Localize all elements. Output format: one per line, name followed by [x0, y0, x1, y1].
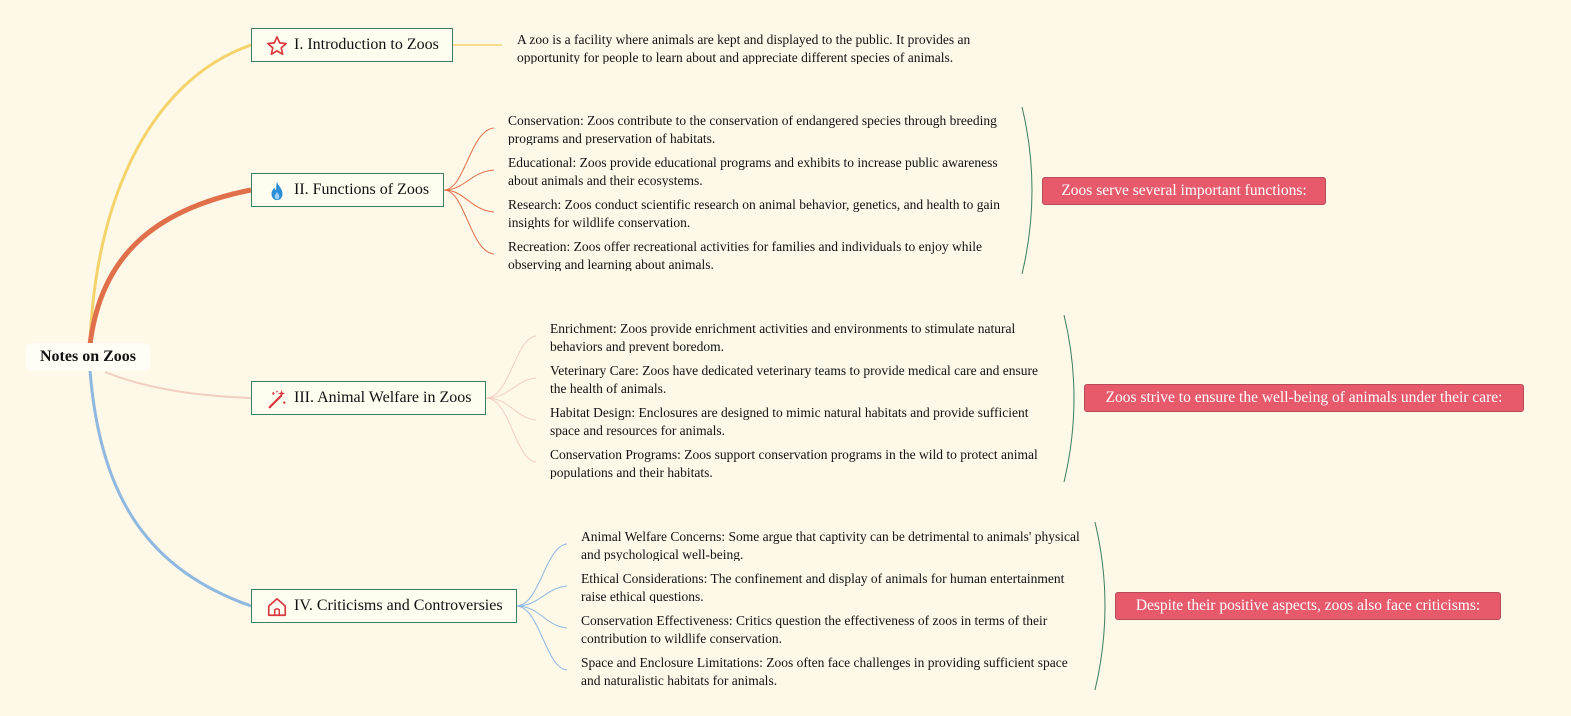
connectors-branch-2-notes	[444, 128, 494, 254]
star-icon	[266, 35, 288, 57]
topic-label: I. Introduction to Zoos	[294, 36, 439, 53]
magic-wand-icon	[266, 388, 288, 410]
summary-animal-welfare[interactable]: Zoos strive to ensure the well-being of animals under their care:	[1084, 384, 1524, 412]
note-veterinary-care[interactable]: Veterinary Care: Zoos have dedicated veterinary teams to provide medical care and ensure the health of animals.	[550, 363, 1039, 395]
note-intro[interactable]: A zoo is a facility where animals are kept and displayed to the public. It provides an opportunity for people to learn about and appreciate different species of animals.	[517, 32, 971, 64]
note-research[interactable]: Research: Zoos conduct scientific research on animal behavior, genetics, and health to gain insights for wildlife conservation.	[508, 197, 1001, 229]
note-recreation[interactable]: Recreation: Zoos offer recreational activities for families and individuals to enjoy while observing and learning about animals.	[508, 239, 982, 271]
topic-functions[interactable]	[251, 173, 444, 207]
house-icon	[266, 596, 288, 618]
note-animal-welfare-concerns[interactable]: Animal Welfare Concerns: Some argue that captivity can be detrimental to animals' physical and psychological well-being.	[581, 529, 1080, 561]
topic-label: II. Functions of Zoos	[294, 181, 430, 198]
topic-introduction[interactable]	[251, 28, 453, 62]
summary-bracket-4	[1095, 522, 1105, 690]
topic-label: III. Animal Welfare in Zoos	[294, 389, 472, 406]
connectors-branch-4-notes	[516, 544, 567, 670]
topic-animal-welfare[interactable]	[251, 381, 486, 415]
note-space-limitations[interactable]: Space and Enclosure Limitations: Zoos often face challenges in providing sufficient space and naturalistic habitats for animals.	[581, 655, 1068, 687]
summary-bracket-2	[1022, 107, 1032, 274]
note-ethical-considerations[interactable]: Ethical Considerations: The confinement and display of animals for human entertainment raise ethical questions.	[581, 571, 1065, 603]
note-conservation-effectiveness[interactable]: Conservation Effectiveness: Critics question the effectiveness of zoos in terms of their contribution to wildlife conservation.	[581, 613, 1048, 645]
note-conservation[interactable]: Conservation: Zoos contribute to the conservation of endangered species through breeding programs and preservation of habitats.	[508, 113, 997, 145]
fire-icon	[266, 180, 288, 202]
summary-criticisms[interactable]: Despite their positive aspects, zoos also face criticisms:	[1115, 592, 1501, 620]
summary-bracket-3	[1064, 315, 1074, 482]
root-topic[interactable]: Notes on Zoos	[26, 343, 150, 371]
summary-functions[interactable]: Zoos serve several important functions:	[1042, 177, 1326, 205]
note-enrichment[interactable]: Enrichment: Zoos provide enrichment activities and environments to stimulate natural behaviors and prevent boredom.	[550, 321, 1016, 353]
connectors-branch-3-notes	[486, 336, 536, 462]
note-educational[interactable]: Educational: Zoos provide educational programs and exhibits to increase public awareness about animals and their ecosystems.	[508, 155, 998, 187]
connector-branch-3	[105, 372, 251, 398]
topic-label: IV. Criticisms and Controversies	[294, 597, 503, 614]
connector-branch-4	[90, 370, 251, 606]
note-conservation-programs[interactable]: Conservation Programs: Zoos support conservation programs in the wild to protect animal populations and their habitats.	[550, 447, 1038, 479]
note-habitat-design[interactable]: Habitat Design: Enclosures are designed to mimic natural habitats and provide sufficient space and resources for animals.	[550, 405, 1029, 437]
topic-criticisms[interactable]	[251, 589, 517, 623]
connector-branch-2	[90, 190, 251, 345]
